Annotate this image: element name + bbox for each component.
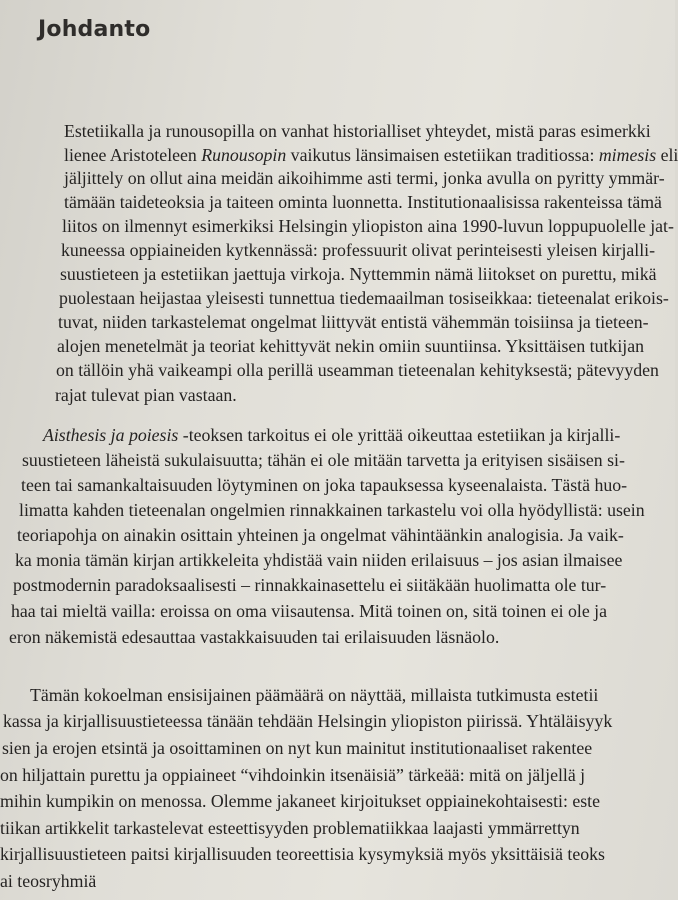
p3-line-8: ai teosryhmiä — [0, 871, 97, 891]
p3-line-1: Tämän kokoelman ensisijainen päämäärä on näyttää, millaista tutkimusta estetii — [30, 685, 599, 705]
p2-line-4: limatta kahden tieteenalan ongelmien rinnakkainen tarkastelu voi olla hyödyllistä: usein — [19, 500, 645, 520]
p1-line-8: puolestaan heijastaa yleisesti tunnettua tiedemaailman tosiseikkaa: tieteenalat erikois- — [59, 288, 669, 308]
chapter-heading: Johdanto — [38, 17, 151, 42]
p3-line-7: kirjallisuustieteen paitsi kirjallisuuden teoreettisia kysymyksiä myös yksittäisiä teoks — [0, 844, 605, 864]
p2-line-6: ka monia tämän kirjan artikkeleita yhdistää vain niiden erilaisuus – jos asian ilmaisee — [15, 550, 623, 570]
p1-line-11: on tällöin yhä vaikeampi olla perillä useamman tieteenalan kehityksestä; pätevyyden — [56, 360, 659, 380]
p2-line-1 — [43, 424, 620, 446]
p2-line-3: teen tai samankaltaisuuden löytyminen on joka tapauksessa kyseenalaista. Tästä huo- — [21, 475, 628, 495]
p2-book-title: Aisthesis ja poiesis — [43, 425, 179, 445]
p2-line-2: suustieteen läheistä sukulaisuutta; tähän ei ole mitään tarvetta ja erityisen sisäisen si- — [22, 450, 625, 470]
p1-line-7: suustieteen ja estetiikan jaettuja virkoja. Nyttemmin nämä liitokset on purettu, mikä — [60, 264, 657, 284]
p1-line-2-c: eli — [656, 145, 678, 165]
p1-line-9: tuvat, niiden tarkastelemat ongelmat liittyvät entistä vähemmän toisiinsa ja tieteen- — [58, 312, 649, 332]
p1-line-2-title: Runousopin — [201, 145, 287, 165]
p1-line-5: liitos on ilmennyt esimerkiksi Helsingin yliopiston aina 1990-luvun loppupuolelle jat- — [62, 216, 674, 236]
p1-line-1: Estetiikalla ja runousopilla on vanhat historialliset yhteydet, mistä paras esimerkki — [64, 121, 651, 141]
p3-line-4: on hiljattain purettu ja oppiaineet “vihdoinkin itsenäisiä” tärkeää: mitä on jäljellä j — [0, 765, 586, 785]
p1-line-3: jäljittely on ollut aina meidän aikoihimme asti termi, jonka avulla on pyritty ymmär- — [64, 168, 665, 188]
p2-line-7: postmodernin paradoksaalisesti – rinnakkainasettelu ei siitäkään huolimatta ole tur- — [13, 575, 607, 595]
p3-line-3: sien ja erojen etsintä ja osoittaminen on nyt kun mainitut institutionaaliset rakentee — [2, 738, 593, 758]
p3-line-2: kassa ja kirjallisuustieteessa tänään tehdään Helsingin yliopiston piirissä. Yhtäläisyyk — [3, 711, 613, 731]
p1-line-2-a: lienee Aristoteleen — [64, 145, 202, 165]
p1-line-12: rajat tulevat pian vastaan. — [55, 385, 237, 405]
p2-line-1-rest: -teoksen tarkoitus ei ole yrittää oikeuttaa estetiikan ja kirjalli- — [178, 425, 621, 445]
p1-line-6: kuneessa oppiaineiden kytkennässä: professuurit olivat perinteisesti yleisen kirjalli- — [61, 240, 656, 260]
p2-line-5: teoriapohja on ainakin osittain yhteinen ja ongelmat vähintäänkin analogisia. Ja vaik- — [17, 525, 624, 545]
p1-line-2-b: vaikutus länsimaisen estetiikan traditiossa: — [286, 145, 599, 165]
p2-line-9: eron näkemistä edesauttaa vastakkaisuuden tai erilaisuuden läsnäolo. — [9, 627, 500, 647]
p3-line-5: mihin kumpikin on menossa. Olemme jakaneet kirjoitukset oppiainekohtaisesti: este — [0, 791, 601, 811]
p2-line-8: haa tai mieltä vailla: eroissa on oma viisautensa. Mitä toinen on, sitä toinen ei ole ja — [11, 601, 608, 621]
p1-line-10: alojen menetelmät ja teoriat kehittyvät nekin omiin suuntiinsa. Yksittäisen tutkijan — [57, 336, 644, 356]
p1-line-2-term: mimesis — [598, 145, 657, 165]
p1-line-2 — [64, 144, 678, 166]
p1-line-4: tämään taideteoksia ja taiteen ominta luonnetta. Institutionaalisissa rakenteissa tämä — [64, 192, 662, 212]
p3-line-6: tiikan artikkelit tarkastelevat esteettisyyden problematiikkaa laajasti ymmärrettyn — [0, 818, 580, 838]
